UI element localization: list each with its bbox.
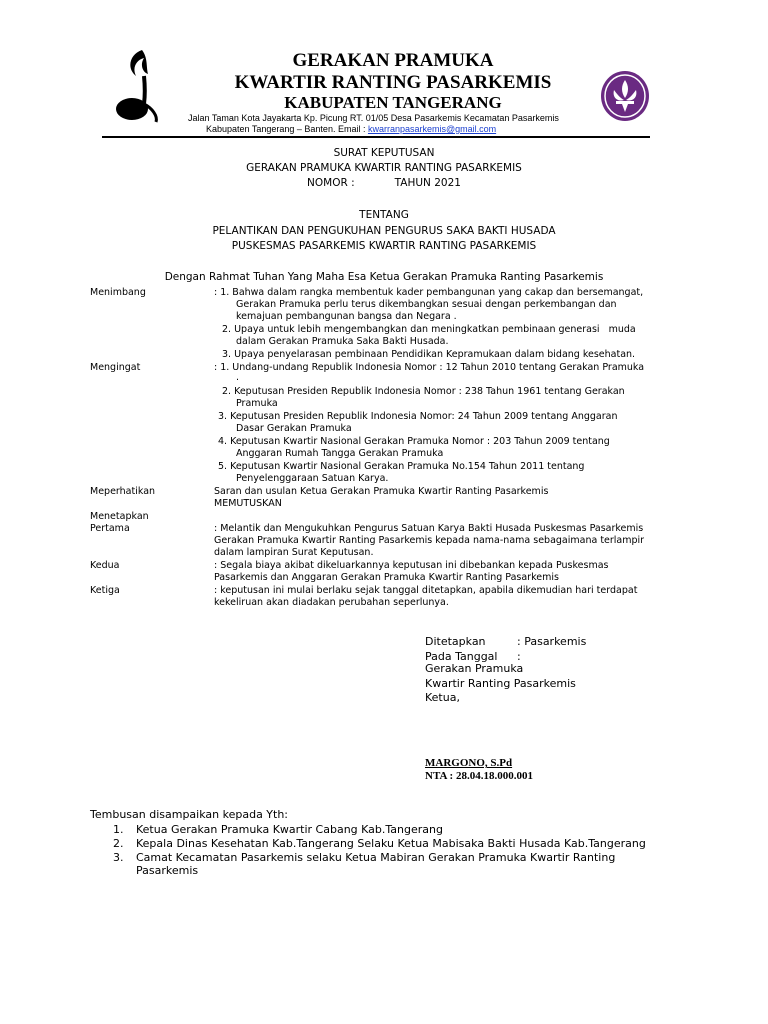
ketiga-line: kekeliruan akan diadakan perubahan seperlunya. [214, 597, 449, 608]
mengingat-line: Anggaran Rumah Tangga Gerakan Pramuka [236, 448, 444, 459]
address-prefix: Kabupaten Tangerang – Banten. Email : [206, 124, 368, 134]
email-link[interactable]: kwarranpasarkemis@gmail.com [367, 124, 497, 134]
tembusan-item: Kepala Dinas Kesehatan Kab.Tangerang Selaku Ketua Mabisaka Bakti Husada Kab.Tangerang [136, 837, 646, 850]
tembusan-num: 2. [113, 837, 124, 850]
label-menetapkan: Menetapkan [90, 511, 149, 522]
header-divider [102, 136, 650, 138]
menimbang-line: 3. Upaya penyelarasan pembinaan Pendidikan Kepramukaan dalam bidang kesehatan. [222, 349, 636, 360]
menimbang-line: kemajuan pembangunan bangsa dan Negara . [236, 311, 457, 322]
pertama-line: dalam lampiran Surat Keputusan. [214, 547, 374, 558]
mengingat-line: 2. Keputusan Presiden Republik Indonesia Nomor : 238 Tahun 1961 tentang Gerakan [222, 386, 625, 397]
letterhead-line1: GERAKAN PRAMUKA [292, 50, 494, 71]
title-line4: TENTANG [359, 209, 409, 221]
signatory-nta: NTA : 28.04.18.000.001 [425, 770, 533, 782]
mengingat-line: : 1. Undang-undang Republik Indonesia Nomor : 12 Tahun 2010 tentang Gerakan Pramuka [214, 362, 645, 373]
kedua-line: Pasarkemis dan Anggaran Gerakan Pramuka Kwartir Ranting Pasarkemis [214, 572, 559, 583]
tembusan-num: 1. [113, 823, 124, 836]
menimbang-line: : 1. Bahwa dalam rangka membentuk kader pembangunan yang cakap dan bersemangat, [214, 287, 644, 298]
menimbang-line: Gerakan Pramuka perlu terus dikembangkan sesuai dengan perkembangan dan [236, 299, 617, 310]
label-memperhatikan: Meperhatikan [90, 486, 156, 497]
menimbang-line: 2. Upaya untuk lebih mengembangkan dan meningkatkan pembinaan generasi muda [222, 324, 636, 335]
signatory-name: MARGONO, S.Pd [425, 757, 513, 769]
address-line1: Jalan Taman Kota Jayakarta Kp. Picung RT. 01/05 Desa Pasarkemis Kecamatan Pasarkemis [188, 113, 559, 123]
signature-org2: Kwartir Ranting Pasarkemis [425, 677, 576, 690]
mengingat-line: . [236, 372, 240, 383]
ditetapkan-value: : Pasarkemis [517, 635, 587, 648]
tanggal-value: : [517, 650, 521, 663]
mengingat-line: Dasar Gerakan Pramuka [236, 423, 352, 434]
label-ketiga: Ketiga [90, 585, 120, 596]
tunas-kelapa-logo-icon [112, 46, 172, 130]
pertama-line: : Melantik dan Mengukuhkan Pengurus Satuan Karya Bakti Husada Puskesmas Pasarkemis [214, 523, 644, 534]
title-line3: NOMOR : TAHUN 2021 [307, 177, 461, 189]
label-menimbang: Menimbang [90, 287, 146, 298]
mengingat-line: 4. Keputusan Kwartir Nasional Gerakan Pramuka Nomor : 203 Tahun 2009 tentang [218, 436, 610, 447]
kedua-line: : Segala biaya akibat dikeluarkannya keputusan ini dibebankan kepada Puskesmas [214, 560, 609, 571]
tembusan-item: Camat Kecamatan Pasarkemis selaku Ketua Mabiran Gerakan Pramuka Kwartir Ranting [136, 851, 616, 864]
label-pertama: Pertama [90, 523, 130, 534]
ditetapkan-label: Ditetapkan [425, 635, 486, 648]
ketiga-line: : keputusan ini mulai berlaku sejak tanggal ditetapkan, apabila dikemudian hari terdapat [214, 585, 638, 596]
title-line7: Dengan Rahmat Tuhan Yang Maha Esa Ketua Gerakan Pramuka Ranting Pasarkemis [164, 271, 604, 283]
letterhead-line2: KWARTIR RANTING PASARKEMIS [234, 72, 552, 93]
signature-org1: Gerakan Pramuka [425, 662, 524, 675]
title-line6: PUSKESMAS PASARKEMIS KWARTIR RANTING PASARKEMIS [231, 240, 537, 252]
mengingat-line: 3. Keputusan Presiden Republik Indonesia Nomor: 24 Tahun 2009 tentang Anggaran [218, 411, 618, 422]
title-line5: PELANTIKAN DAN PENGUKUHAN PENGURUS SAKA BAKTI HUSADA [212, 225, 556, 237]
mengingat-line: 5. Keputusan Kwartir Nasional Gerakan Pramuka No.154 Tahun 2011 tentang [218, 461, 585, 472]
signature-role: Ketua, [425, 691, 460, 704]
label-kedua: Kedua [90, 560, 120, 571]
tanggal-label: Pada Tanggal [425, 650, 498, 663]
tembusan-item: Ketua Gerakan Pramuka Kwartir Cabang Kab.Tangerang [136, 823, 443, 836]
tembusan-item-cont: Pasarkemis [136, 864, 199, 877]
memutuskan-text: MEMUTUSKAN [214, 498, 282, 509]
tembusan-heading: Tembusan disampaikan kepada Yth: [90, 808, 289, 821]
menimbang-line: dalam Gerakan Pramuka Saka Bakti Husada. [236, 336, 449, 347]
address-line2 [206, 124, 496, 134]
memperhatikan-text: Saran dan usulan Ketua Gerakan Pramuka Kwartir Ranting Pasarkemis [214, 486, 549, 497]
label-mengingat: Mengingat [90, 362, 141, 373]
title-line2: GERAKAN PRAMUKA KWARTIR RANTING PASARKEMIS [246, 162, 522, 174]
pertama-line: Gerakan Pramuka Kwartir Ranting Pasarkemis kepada nama-nama sebagaimana terlampir [214, 535, 645, 546]
mengingat-line: Pramuka [236, 398, 278, 409]
mengingat-line: Penyelenggaraan Satuan Karya. [236, 473, 389, 484]
tembusan-num: 3. [113, 851, 124, 864]
title-line1: SURAT KEPUTUSAN [333, 147, 435, 159]
letterhead-line3: KABUPATEN TANGERANG [284, 93, 502, 112]
